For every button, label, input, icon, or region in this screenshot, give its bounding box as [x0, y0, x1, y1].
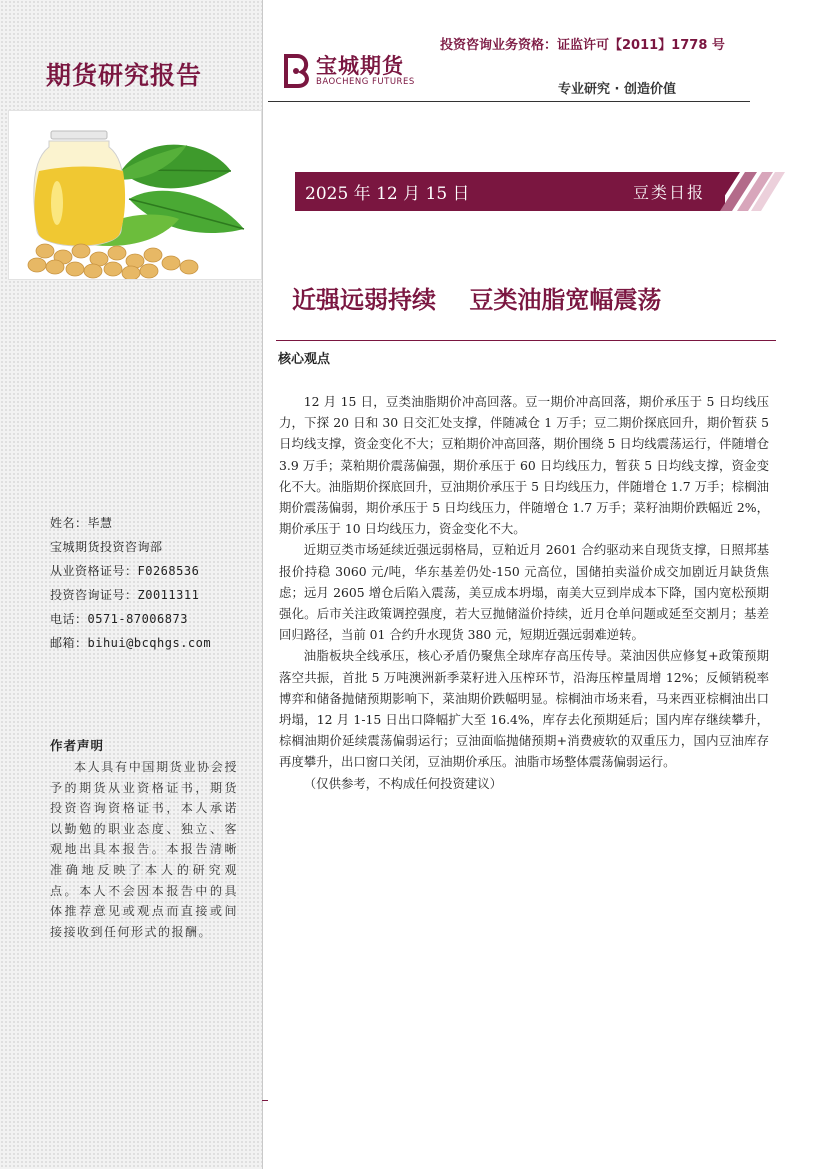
qualification-number: 从业资格证号：F0268536	[50, 564, 200, 578]
report-name: 豆类日报	[633, 183, 706, 202]
phone: 电话：0571-87006873	[50, 612, 188, 626]
consulting-number: 投资咨询证号：Z0011311	[50, 588, 200, 602]
soybeans-icon	[28, 244, 198, 279]
logo-mark-icon	[282, 52, 312, 90]
report-date: 2025 年 12 月 15 日	[305, 184, 470, 204]
paragraph-soy-meal: 近期豆类市场延续近强远弱格局，豆粕近月 2601 合约驱动来自现货支撑，日照邦基报价持稳 3060 元/吨，华东基差仍处-150 元高位，国储拍卖溢价成交加剧近月缺货焦虑；远月 2605 增仓后陷入震荡，美豆成本坍塌，南美大豆到岸成本下降，国内宽松预期强化。后市关注政策调控强度，若大豆抛储溢价持续，近月仓单问题或延至交割月；基差回归路径，当前 01 合约升水现货 380 元，短期近强远弱难逆转。	[279, 542, 769, 643]
core-view-label: 核心观点	[278, 352, 331, 367]
company-name-en: BAOCHENG FUTURES	[316, 77, 415, 87]
author-statement-body: 本人具有中国期货业协会授予的期货从业资格证书，期货投资咨询资格证书，本人承诺以勤勉的职业态度、独立、客观地出具本报告。本报告清晰准确地反映了本人的研究观点。本人不会因本报告中的具体推荐意见或观点而直接或间接接收到任何形式的报酬。	[50, 760, 238, 939]
disclaimer: （仅供参考，不构成任何投资建议）	[303, 775, 503, 791]
hero-image	[8, 110, 262, 280]
date-banner	[295, 172, 785, 211]
paragraph-market-summary: 12 月 15 日，豆类油脂期价冲高回落。豆一期价冲高回落，期价承压于 5 日均线压力，下探 20 日和 30 日交汇处支撑，伴随减仓 1 万手；豆二期价探底回升，期价暂获 5 日均线支撑，资金变化不大；豆粕期价冲高回落，期价围绕 5 日均线震荡运行，伴随增仓 3.9 万手；菜粕期价震荡偏强，期价承压于 60 日均线压力，暂获 5 日均线支撑，资金变化不大。油脂期价探底回升，豆油期价承压于 5 日均线压力，伴随增仓 1.7 万手；棕榈油期价震荡偏弱，期价承压于 5 日均线压力，伴随增仓 1.7 万手；菜籽油期价跌幅近 2%，期价承压于 10 日均线压力，资金变化不大。	[279, 394, 769, 537]
core-view-body	[279, 391, 769, 794]
email: 邮箱：bihui@bcqhgs.com	[50, 636, 212, 650]
company-logo	[282, 52, 415, 90]
company-name-cn: 宝城期货	[316, 54, 404, 78]
author-department: 宝城期货投资咨询部	[50, 540, 163, 554]
author-name: 姓名：毕慧	[50, 516, 113, 530]
license-text: 投资咨询业务资格：证监许可【2011】1778 号	[440, 38, 725, 53]
report-type-title: 期货研究报告	[46, 61, 203, 90]
headline-rule	[276, 340, 776, 341]
author-statement-title: 作者声明	[50, 738, 105, 753]
paragraph-oils: 油脂板块全线承压，核心矛盾仍聚焦全球库存高压传导。菜油因供应修复+政策预期落空共振，首批 5 万吨澳洲新季菜籽进入压榨环节，沿海压榨量周增 12%；反倾销税率博弈和储备抛储预期影响下，菜油期价跌幅明显。棕榈油市场来看，马来西亚棕榈油出口坍塌，12 月 1-15 日出口降幅扩大至 16.4%，库存去化预期延后；国内库存继续攀升，棕榈油期价延续震荡偏弱运行；豆油面临抛储预期+消费疲软的双重压力，国内豆油库存再度攀升，出口窗口关闭，豆油期价承压。油脂市场整体震荡偏弱运行。	[279, 648, 769, 770]
oil-jar-icon	[34, 131, 125, 246]
headline: 近强远弱持续 豆类油脂宽幅震荡	[292, 286, 662, 314]
slogan: 专业研究 · 创造价值	[558, 82, 676, 97]
footer-tick	[262, 1100, 268, 1101]
sidebar-divider	[262, 0, 263, 1169]
header-rule	[268, 101, 750, 102]
author-contact	[50, 511, 255, 655]
